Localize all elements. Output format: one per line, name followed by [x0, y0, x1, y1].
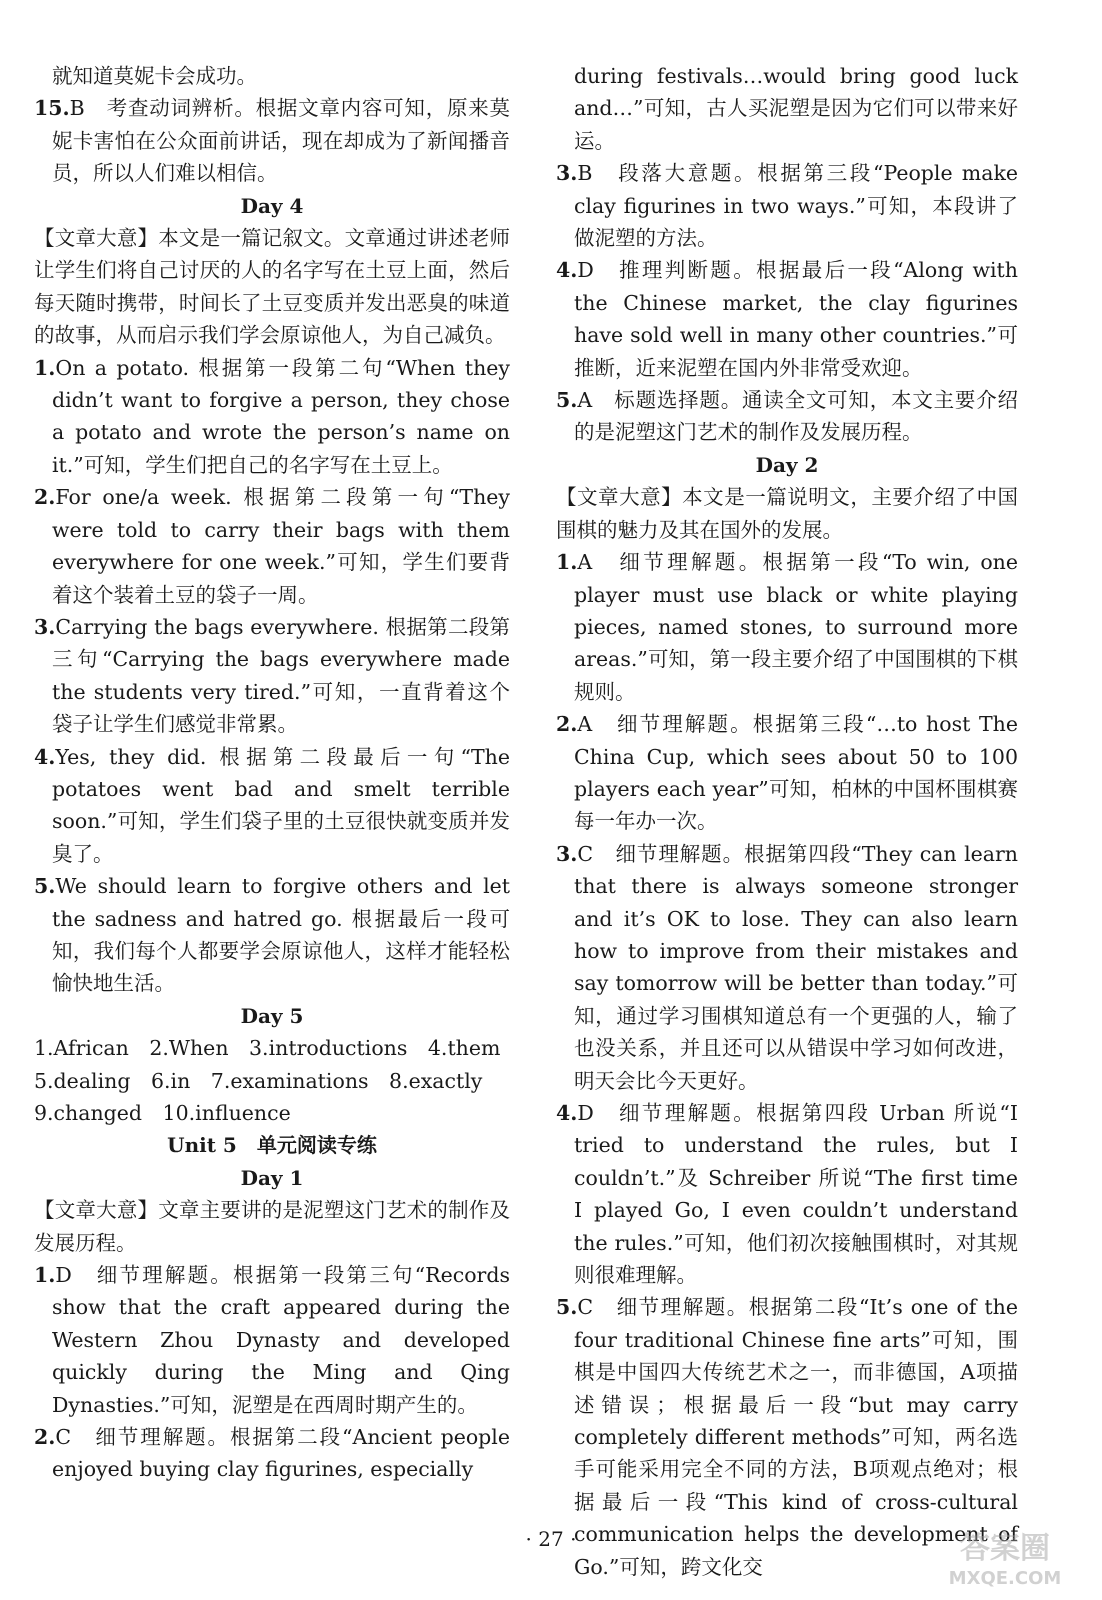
left-column [34, 60, 510, 1486]
right-column [556, 60, 1018, 1583]
item-text: For one/a week. 根据第二段第一句“They were told to carry their bags with them everywhere for one week.”可知，学生们要背着这个装着土豆的袋子一周。 [52, 485, 510, 607]
answer-item [556, 838, 1018, 1097]
answer-item [34, 60, 510, 92]
summary-paragraph: 【文章大意】本文是一篇记叙文。文章通过讲述老师让学生们将自己讨厌的人的名字写在土豆上面，然后每天随时携带，时间长了土豆变质并发出恶臭的味道的故事，从而启示我们学会原谅他人，为自己减负。 [34, 226, 510, 348]
item-number: 2. [34, 485, 56, 510]
answer-item [556, 157, 1018, 254]
answer-item [34, 870, 510, 1000]
item-text: 就知道莫妮卡会成功。 [52, 64, 257, 88]
item-text: B 段落大意题。根据第三段“People make clay figurines in two ways.”可知，本段讲了做泥塑的方法。 [574, 161, 1018, 251]
answer-item [34, 611, 510, 741]
section-heading: Day 5 [240, 1003, 304, 1028]
section-heading: Day 2 [755, 452, 819, 477]
summary-paragraph: 【文章大意】文章主要讲的是泥塑这门艺术的制作及发展历程。 [34, 1198, 510, 1255]
item-number: 4. [34, 744, 56, 769]
answer-line: 5.dealing 6.in 7.examinations 8.exactly [34, 1068, 483, 1093]
answer-item [556, 1097, 1018, 1291]
answer-item [556, 60, 1018, 157]
item-number: 5. [556, 1295, 578, 1320]
item-text: We should learn to forgive others and let the sadness and hatred go. 根据最后一段可知，我们每个人都要学会原谅他人，这样才能轻松愉快地生活。 [52, 874, 510, 996]
answer-item [556, 546, 1018, 708]
section-heading: Unit 5 单元阅读专练 [167, 1133, 377, 1158]
item-number: 4. [556, 258, 578, 283]
item-text: B 考查动词辨析。根据文章内容可知，原来莫妮卡害怕在公众面前讲话，现在却成为了新闻播音员，所以人们难以相信。 [52, 96, 510, 186]
item-text: Yes, they did. 根据第二段最后一句“The potatoes went bad and smelt terrible soon.”可知，学生们袋子里的土豆很快就变质并发臭了。 [52, 744, 510, 866]
item-number: 5. [34, 874, 56, 899]
item-number: 4. [556, 1101, 578, 1125]
item-number: 1. [34, 1263, 56, 1288]
section-heading: Day 4 [240, 193, 304, 218]
item-text: C 细节理解题。根据第四段“They can learn that there is always someone stronger and it’s OK to lose. They can also learn how to improve from their mistakes and say tomorrow will be better than today.”可知，通过学习围棋知道总有一个更强的人，输了也没关系，并且还可以从错误中学习如何改进，明天会比今天更好。 [574, 841, 1018, 1093]
item-text: On a potato. 根据第一段第二句“When they didn’t want to forgive a person, they chose a potato and wrote the person’s name on it.”可知，学生们把自己的名字写在土豆上。 [52, 355, 510, 477]
item-number: 3. [556, 841, 578, 866]
item-number: 1. [556, 550, 578, 575]
item-text: C 细节理解题。根据第二段“Ancient people enjoyed buying clay figurines, especially [52, 1425, 510, 1482]
item-number: 1. [34, 355, 56, 380]
svg-text:答案圈: 答案圈 [960, 1531, 1050, 1566]
item-number: 2. [556, 712, 578, 737]
answer-line: 9.changed 10.influence [34, 1101, 291, 1125]
item-text: during festivals…would bring good luck and…”可知，古人买泥塑是因为它们可以带来好运。 [574, 64, 1018, 153]
watermark-logo [920, 1522, 1090, 1592]
summary-paragraph: 【文章大意】本文是一篇说明文，主要介绍了中国围棋的魅力及其在国外的发展。 [556, 485, 1018, 542]
item-text: D 细节理解题。根据第四段 Urban 所说“I tried to understand the rules, but I couldn’t.”及 Schreiber 所说“The first time I played Go, I even couldn’t understand the rules.”可知，他们初次接触围棋时，对其规则很难理解。 [574, 1101, 1018, 1288]
item-text: A 细节理解题。根据第三段“…to host The China Cup, which sees about 50 to 100 players each year”可知，柏林的中国杯围棋赛每一年办一次。 [574, 712, 1018, 834]
page-number: · 27 · [525, 1527, 577, 1551]
answer-item [34, 481, 510, 611]
item-number: 5. [556, 388, 578, 413]
answer-line: 1.African 2.When 3.introductions 4.them [34, 1036, 501, 1061]
answer-item [556, 708, 1018, 838]
answer-item [556, 254, 1018, 384]
answer-item [556, 384, 1018, 449]
item-number: 2. [34, 1425, 56, 1450]
svg-text:MXQE.COM: MXQE.COM [948, 1568, 1062, 1589]
item-text: Carrying the bags everywhere. 根据第二段第三句“Carrying the bags everywhere made the students very tired.”可知，一直背着这个袋子让学生们感觉非常累。 [52, 614, 510, 737]
item-number: 3. [556, 161, 578, 186]
answer-item [34, 741, 510, 871]
item-number: 15. [34, 96, 70, 121]
item-number: 3. [34, 614, 56, 639]
item-text: A 标题选择题。通读全文可知，本文主要介绍的是泥塑这门艺术的制作及发展历程。 [574, 388, 1018, 445]
item-text: C 细节理解题。根据第二段“It’s one of the four traditional Chinese fine arts”可知，围棋是中国四大传统艺术之一，而非德国，A项描述错误；根据最后一段“but may carry completely different methods”可知，两名选手可能采用完全不同的方法，B项观点绝对；根据最后一段“This kind of cross-cultural communication helps the development of Go.”可知，跨文化交 [574, 1295, 1018, 1579]
section-heading: Day 1 [240, 1165, 304, 1190]
item-text: D 细节理解题。根据第一段第三句“Records show that the craft appeared during the Western Zhou Dynasty and developed quickly during the Ming and Qing Dynasties.”可知，泥塑是在西周时期产生的。 [52, 1263, 510, 1417]
item-text: A 细节理解题。根据第一段“To win, one player must use black or white playing pieces, named stones, to surround more areas.”可知，第一段主要介绍了中国围棋的下棋规则。 [574, 550, 1018, 704]
answer-item [34, 1259, 510, 1421]
answer-item [34, 352, 510, 482]
item-text: D 推理判断题。根据最后一段“Along with the Chinese market, the clay figurines have sold well in many other countries.”可推断，近来泥塑在国内外非常受欢迎。 [574, 258, 1018, 380]
answer-item [34, 92, 510, 189]
answer-item [34, 1421, 510, 1486]
